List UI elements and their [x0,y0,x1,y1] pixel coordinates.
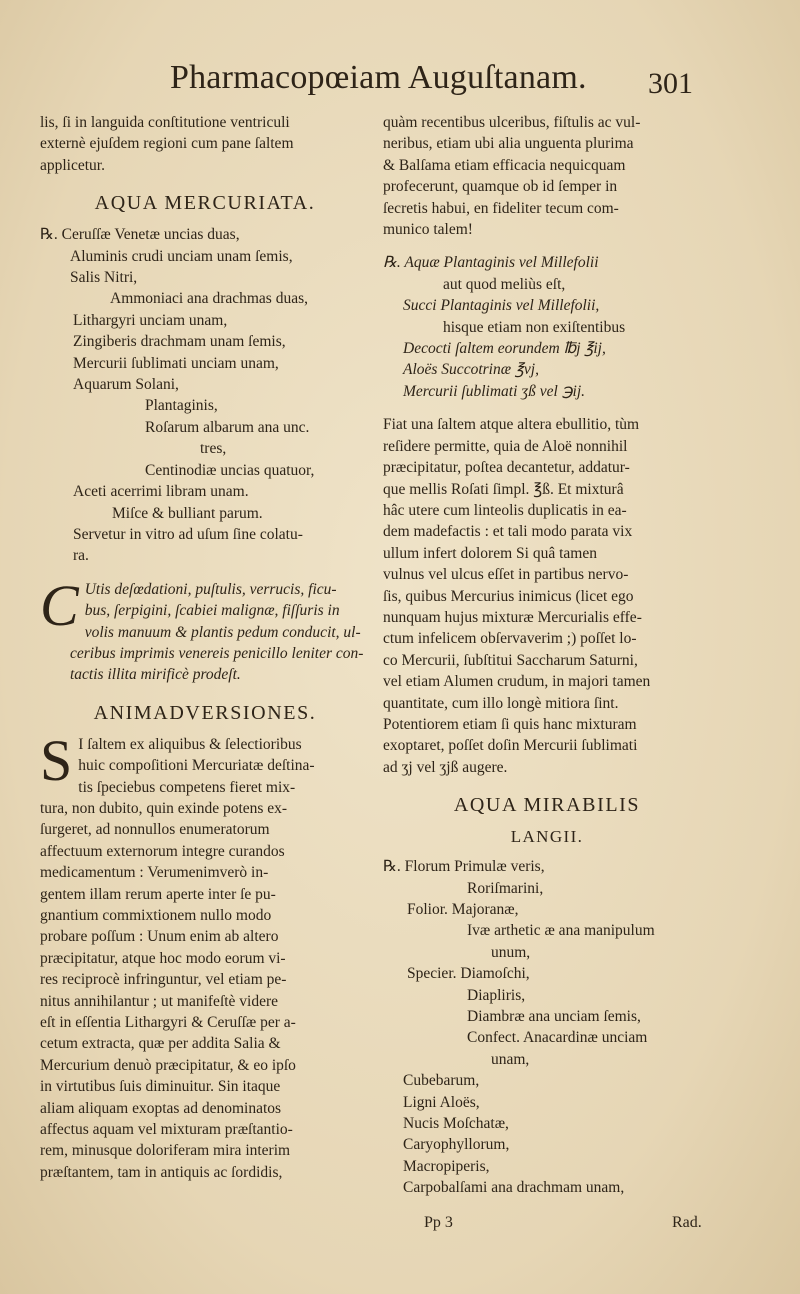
line-text: volis manuum & plantis pedum conducit, ul- [84,623,361,641]
text-line [40,417,370,438]
line-text: quantitate, cum illo longè mitiora ſint. [383,694,619,712]
line-text: Cubebarum, [403,1072,480,1090]
line-text: Mercurium denuò præcipitatur, & eo ipſo [40,1056,296,1074]
line-text: munico talem! [383,221,473,239]
line-text: in virtutibus ſuis diminuitur. Sin itaque [40,1078,281,1096]
line-text: Diambræ ana unciam ſemis, [467,1008,641,1026]
text-line [383,133,711,154]
catchword: Rad. [672,1214,702,1231]
text-line [383,963,711,984]
spacer [383,240,711,252]
line-text: Roriſmarini, [467,879,544,897]
line-text: Lithargyri unciam unam, [73,311,228,329]
text-line [40,155,370,176]
text-line [383,479,711,500]
text-line [40,600,370,621]
line-text: Nucis Moſchatæ, [403,1115,509,1133]
text-line [40,622,370,643]
line-text: Ivæ arthetic æ ana manipulum [467,922,655,940]
line-text: Folior. Majoranæ, [407,901,519,918]
line-text: gnantium commixtionem nullo modo [40,907,272,924]
line-text: præcipitatur, poſtea decantetur, addatur- [383,459,630,477]
drop-cap: C [40,572,79,638]
text-line [40,331,370,352]
text-line [383,628,711,649]
text-line [40,664,370,685]
text-line [40,224,370,245]
text-line [383,112,711,133]
text-line [40,1055,370,1076]
text-line [383,985,711,1006]
line-text: Servetur in vitro ad uſum ſine colatu- [73,525,303,543]
text-line [383,757,711,778]
text-line [40,112,370,133]
line-text: applicetur. [40,156,105,174]
line-text: Mercurii ſublimati unciam unam, [73,354,279,372]
text-line [383,942,711,963]
text-line [383,543,711,564]
line-text: Aloës Succotrinæ ℥vj, [403,361,539,379]
text-line [40,438,370,459]
text-line [383,564,711,585]
line-text: probare poſſum : Unum enim ab altero [40,928,279,946]
text-line [383,381,711,402]
text-line [40,503,370,524]
line-text: rem, minusque doloriferam mira interim [40,1142,291,1160]
text-line [383,198,711,219]
text-line [383,359,711,380]
line-text: hisque etiam non exiſtentibus [443,318,626,336]
line-text: ſecretis habui, en fideliter tecum com- [383,199,619,217]
text-line [40,246,370,267]
text-line [40,905,370,926]
text-line [40,1012,370,1033]
line-text: & Balſama etiam efficacia nequicquam [383,156,626,174]
signature-mark: Pp 3 [424,1214,453,1231]
line-text: quàm recentibus ulceribus, fiſtulis ac vul- [383,114,641,131]
text-line [40,460,370,481]
text-line [383,899,711,920]
text-line [383,671,711,692]
line-text: ℞. Ceruſſæ Venetæ uncias duas, [40,226,240,244]
line-text: præcipitatur, atque hoc modo eorum vi- [40,949,286,967]
line-text: bus, ſerpigini, ſcabiei malignæ, fiſſuris in [84,602,340,620]
text-line [40,481,370,502]
text-line [40,545,370,566]
page-number: 301 [648,67,693,100]
spacer [383,402,711,414]
line-text: huic compoſitioni Mercuriatæ deſtina- [78,757,315,775]
line-text: neribus, etiam ubi alia unguenta plurima [383,135,634,153]
text-line [40,1162,370,1183]
text-line [40,1119,370,1140]
text-line [40,133,370,154]
section-heading: LANGII. [510,827,584,847]
line-text: Caryophyllorum, [403,1136,510,1154]
line-text: reſidere permitte, quia de Aloë nonnihil [383,437,628,455]
text-line [383,1006,711,1027]
text-line [40,374,370,395]
text-line [383,878,711,899]
text-line [40,755,370,776]
text-line [40,862,370,883]
text-line [40,267,370,288]
line-text: res reciprocè infringuntur, vel etiam pe- [40,971,287,989]
text-line [40,884,370,905]
line-text: medicamentum : Verumenimverò in- [40,864,269,882]
text-line [383,457,711,478]
line-text: Decocti ſaltem eorundem ℔j ℥ij, [403,340,606,358]
text-line [40,777,370,798]
text-line [383,1113,711,1134]
line-text: Plantaginis, [145,397,218,415]
line-text: Aluminis crudi unciam unam ſemis, [70,247,293,265]
line-text: co Mercurii, ſubſtitui Saccharum Saturni, [383,651,638,669]
text-line [40,310,370,331]
line-text: nunquam hujus mixturæ Mercurialis effe- [383,608,642,626]
line-text: I ſaltem ex aliquibus & ſelectioribus [78,735,302,753]
line-text: dem madefactis : et tali modo parata vix [383,523,633,541]
line-text: cetum extracta, quæ per addita Salia & [40,1035,281,1053]
line-text: ceribus imprimis venereis penicillo leniter con- [70,644,364,662]
text-line [40,798,370,819]
text-line [40,948,370,969]
line-text: Fiat una ſaltem atque altera ebullitio, tùm [383,416,640,434]
text-line [40,841,370,862]
line-text: ℞. Aquæ Plantaginis vel Millefolii [383,254,599,272]
line-text: præſtantem, tam in antiquis ac ſordidis, [40,1163,283,1181]
line-text: Centinodiæ uncias quatuor, [145,461,315,479]
section-heading: AQUA MERCURIATA. [94,192,316,215]
text-line [383,856,711,877]
line-text: Potentiorem etiam ſi quis hanc mixturam [383,715,637,733]
line-text: tactis illita mirificè prodeſt. [70,666,241,684]
text-line [383,521,711,542]
line-text: aliam aliquam exoptas ad denominatos [40,1099,282,1117]
line-text: Ligni Aloës, [403,1093,480,1111]
line-text: ra. [73,547,89,565]
line-text: vulnus vel ulcus eſſet in partibus nervo- [383,566,629,584]
line-text: Aceti acerrimi libram unam. [73,483,249,501]
line-text: unam, [491,1050,530,1068]
line-text: eſt in eſſentia Lithargyri & Ceruſſæ per a- [40,1014,296,1032]
line-text: affectuum externorum integre curandos [40,842,285,860]
line-text: gentem illam rerum aperte inter ſe pu- [40,885,276,903]
line-text: Salis Nitri, [70,269,138,287]
text-line [383,650,711,671]
text-line [40,991,370,1012]
text-line [383,1027,711,1048]
section-heading: ANIMADVERSIONES. [93,701,317,724]
text-line [40,643,370,664]
text-line [383,735,711,756]
text-line [383,155,711,176]
line-text: Zingiberis drachmam unam ſemis, [73,333,286,351]
line-text: ad ʒj vel ʒjß augere. [383,758,508,776]
text-line [40,353,370,374]
line-text: ſis, quibus Mercurius inimicus (licet ego [383,587,634,605]
text-line [383,1070,711,1091]
text-line [383,274,711,295]
text-line [383,1092,711,1113]
text-line [383,586,711,607]
text-line [40,1033,370,1054]
text-line [40,524,370,545]
text-line [40,288,370,309]
text-line [40,395,370,416]
line-text: Confect. Anacardinæ unciam [467,1029,648,1047]
line-text: Carpobalſami ana drachmam unam, [403,1179,625,1197]
text-line [383,176,711,197]
text-line [40,926,370,947]
line-text: nitus annihilantur ; ut manifeſtè videre [40,992,279,1010]
line-text: vel etiam Alumen crudum, in majori tamen [383,673,651,691]
line-text: externè ejuſdem regioni cum pane ſaltem [40,135,294,153]
line-text: que mellis Roſati ſimpl. ℥ß. Et mixturâ [383,480,624,498]
line-text: affectus aquam vel mixturam præſtantio- [40,1121,293,1139]
text-line [383,338,711,359]
spacer [40,567,370,579]
text-line [383,436,711,457]
line-text: profecerunt, quamque ob id ſemper in [383,178,618,196]
text-line [383,219,711,240]
text-line [383,920,711,941]
text-line [40,1098,370,1119]
line-text: tis ſpeciebus competens fieret mix- [78,778,296,796]
line-text: tura, non dubito, quin exinde potens ex- [40,799,288,817]
text-line [40,819,370,840]
text-line [383,317,711,338]
line-text: ullum infert dolorem Si quâ tamen [383,544,597,562]
line-text: hâc utere cum linteolis duplicatis in ea- [383,501,627,519]
line-text: ℞. Florum Primulæ veris, [383,858,545,876]
line-text: Mercurii ſublimati ʒß vel ℈ij. [403,382,586,400]
line-text: Ammoniaci ana drachmas duas, [110,290,308,308]
section-heading: AQUA MIRABILIS [453,794,641,817]
line-text: Aquarum Solani, [73,376,179,394]
line-text: Specier. Diamoſchi, [407,965,530,983]
text-line [383,252,711,273]
text-line [383,1156,711,1177]
line-text: lis, ſi in languida conſtitutione ventriculi [40,114,290,131]
line-text: Macropiperis, [403,1157,490,1175]
text-line [383,1134,711,1155]
text-line [383,607,711,628]
line-text: ſurgeret, ad nonnullos enumeratorum [40,821,270,839]
line-text: tres, [200,440,227,458]
text-line [383,714,711,735]
line-text: Utis deſœdationi, puſtulis, verrucis, ficu- [84,580,337,598]
text-line [383,1049,711,1070]
text-line [383,295,711,316]
text-line [40,1140,370,1161]
right-column [383,112,711,1199]
line-text: Succi Plantaginis vel Millefolii, [403,297,600,315]
line-text: ctum infelicem obſervaverim ;) poſſet lo- [383,630,637,648]
text-line [40,969,370,990]
line-text: unum, [491,943,531,961]
text-line [383,693,711,714]
left-column [40,112,370,1183]
text-line [383,1177,711,1198]
drop-cap: S [40,727,73,793]
text-line [383,500,711,521]
line-text: exoptaret, poſſet doſin Mercurii ſublimati [383,737,638,755]
running-head: Pharmacopœiam Auguſtanam. [170,59,587,96]
line-text: Miſce & bulliant parum. [112,504,263,522]
text-line [383,414,711,435]
line-text: Diapliris, [467,986,526,1004]
text-line [40,1076,370,1097]
line-text: Roſarum albarum ana unc. [145,418,310,436]
line-text: aut quod meliùs eſt, [443,275,566,293]
